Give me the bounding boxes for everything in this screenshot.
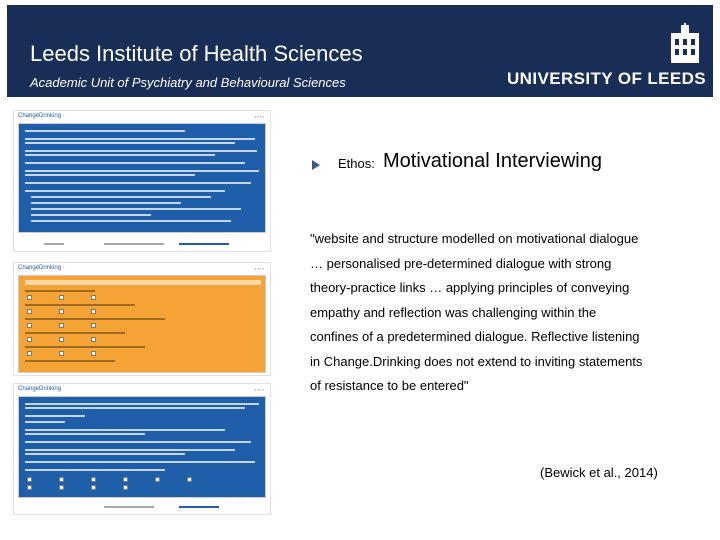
quote-line: theory-practice links … applying principles of conveying	[310, 280, 630, 295]
thumbnail-nav-links: ▪ ▪ ▪ ▪	[254, 387, 264, 392]
quote-line: "website and structure modelled on motivational dialogue	[310, 231, 639, 246]
thumbnail-logo: ChangeDrinking	[18, 265, 62, 271]
thumbnail-logo: ChangeDrinking	[18, 386, 62, 392]
quote-line: empathy and reflection was challenging within the	[310, 304, 597, 320]
university-logo	[507, 23, 717, 95]
header-band	[7, 5, 713, 97]
thumbnail-topbar	[14, 111, 270, 123]
thumbnail-topbar	[14, 263, 270, 275]
quote-block	[310, 227, 690, 399]
header-subtitle: Academic Unit of Psychiatry and Behavioural Sciences	[30, 75, 346, 90]
thumbnail-panel	[18, 396, 266, 498]
header-title: Leeds Institute of Health Sciences	[30, 41, 363, 66]
screenshot-thumbnail-2	[13, 262, 271, 376]
logo-text: UNIVERSITY OF LEEDS	[507, 69, 707, 88]
slide-header	[0, 0, 720, 100]
bullet-icon	[312, 160, 320, 170]
thumbnail-topbar	[14, 384, 270, 396]
quote-line: confines of a predetermined dialogue. Reflective listening	[310, 329, 640, 344]
quote-line: of resistance to be entered"	[310, 378, 469, 393]
ethos-label: Ethos:	[338, 156, 375, 171]
thumbnail-panel	[18, 275, 266, 373]
screenshot-thumbnail-1	[13, 110, 271, 252]
thumbnail-footer	[14, 502, 270, 512]
citation: (Bewick et al., 2014)	[540, 465, 658, 480]
thumbnail-footer	[14, 239, 270, 249]
thumbnail-logo: ChangeDrinking	[18, 113, 62, 119]
screenshot-thumbnail-3	[13, 383, 271, 515]
university-crest-icon	[667, 23, 703, 65]
quote-line: in Change.Drinking does not extend to inviting statements	[310, 353, 643, 369]
thumbnail-panel	[18, 123, 266, 233]
ethos-title: Motivational Interviewing	[383, 150, 602, 172]
thumbnail-nav-links: ▪ ▪ ▪ ▪	[254, 114, 264, 119]
thumbnail-nav-links: ▪ ▪ ▪ ▪	[254, 266, 264, 271]
quote-line: … personalised pre-determined dialogue with strong	[310, 255, 612, 271]
